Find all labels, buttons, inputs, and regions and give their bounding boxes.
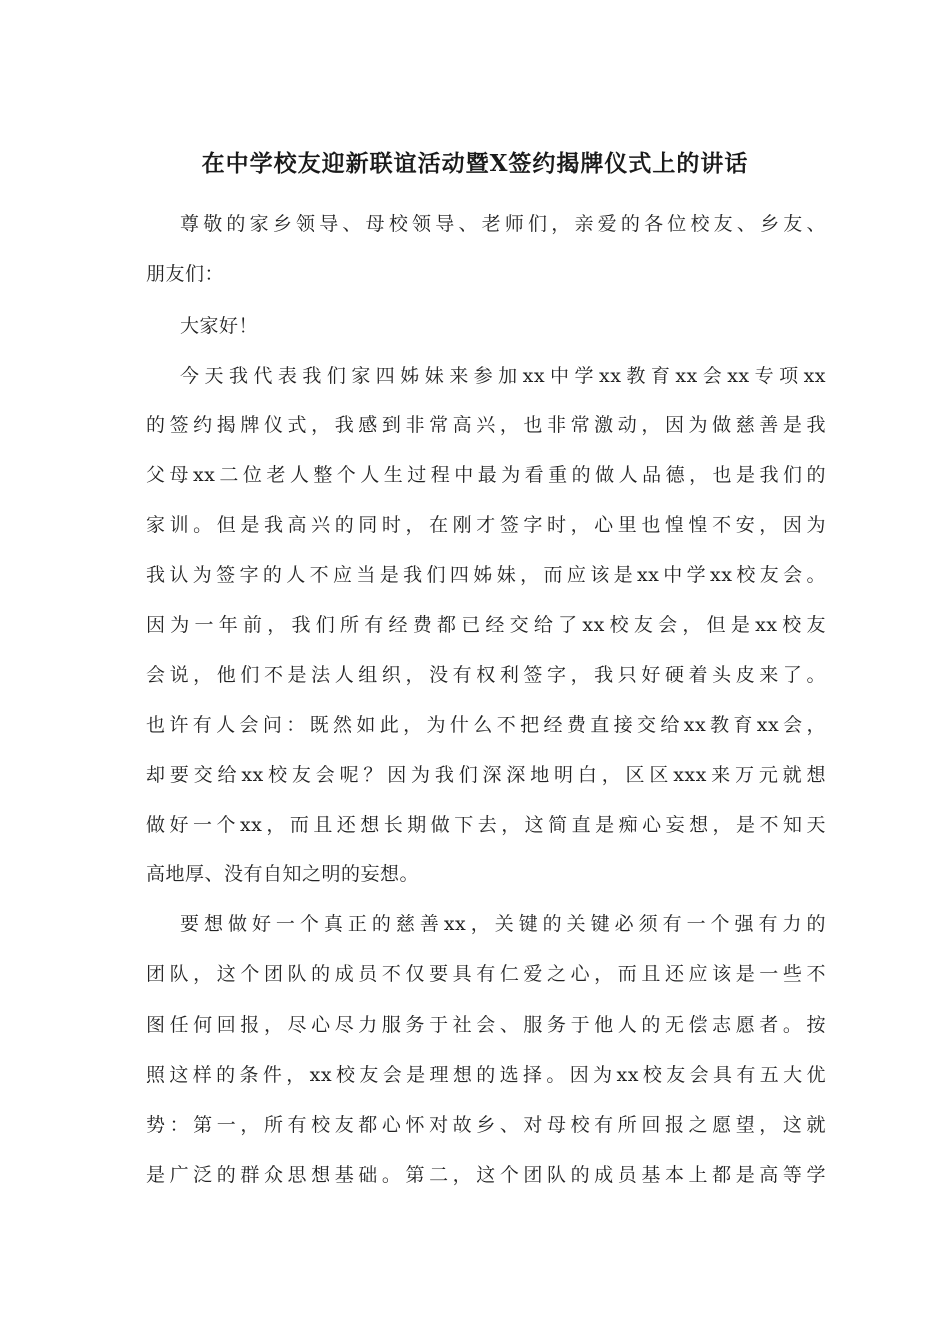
text-line: 的签约揭牌仪式，我感到非常高兴，也非常激动，因为做慈善是我 — [146, 414, 826, 436]
text-line: 会说，他们不是法人组织，没有权利签字，我只好硬着头皮来了。 — [146, 664, 826, 686]
text-line: 做好一个xx，而且还想长期做下去，这简直是痴心妄想，是不知天 — [146, 814, 826, 836]
text-line: 我认为签字的人不应当是我们四姊妹，而应该是xx中学xx校友会。 — [146, 564, 826, 586]
text-line: 也许有人会问：既然如此，为什么不把经费直接交给xx教育xx会， — [146, 714, 826, 736]
text-line: 是广泛的群众思想基础。第二，这个团队的成员基本上都是高等学 — [146, 1164, 826, 1186]
text-line: 父母xx二位老人整个人生过程中最为看重的做人品德，也是我们的 — [146, 464, 826, 486]
text-line: 图任何回报，尽心尽力服务于社会、服务于他人的无偿志愿者。按 — [146, 1014, 826, 1036]
text-line: 大家好！ — [180, 315, 259, 337]
text-line: 势：第一，所有校友都心怀对故乡、对母校有所回报之愿望，这就 — [146, 1114, 826, 1136]
text-line: 却要交给xx校友会呢？因为我们深深地明白，区区xxx来万元就想 — [146, 764, 826, 786]
text-line: 今天我代表我们家四姊妹来参加xx中学xx教育xx会xx专项xx — [180, 365, 826, 387]
text-line: 照这样的条件，xx校友会是理想的选择。因为xx校友会具有五大优 — [146, 1064, 826, 1086]
text-line: 要想做好一个真正的慈善xx，关键的关键必须有一个强有力的 — [180, 913, 826, 935]
text-line: 团队，这个团队的成员不仅要具有仁爱之心，而且还应该是一些不 — [146, 963, 826, 985]
text-line: 尊敬的家乡领导、母校领导、老师们，亲爱的各位校友、乡友、 — [180, 213, 826, 235]
document-title: 在中学校友迎新联谊活动暨X签约揭牌仪式上的讲话 — [201, 150, 749, 177]
text-line: 高地厚、没有自知之明的妄想。 — [146, 863, 420, 885]
text-line: 因为一年前，我们所有经费都已经交给了xx校友会，但是xx校友 — [146, 614, 826, 636]
text-line: 家训。但是我高兴的同时，在刚才签字时，心里也惶惶不安，因为 — [146, 514, 826, 536]
text-line: 朋友们： — [146, 263, 225, 285]
